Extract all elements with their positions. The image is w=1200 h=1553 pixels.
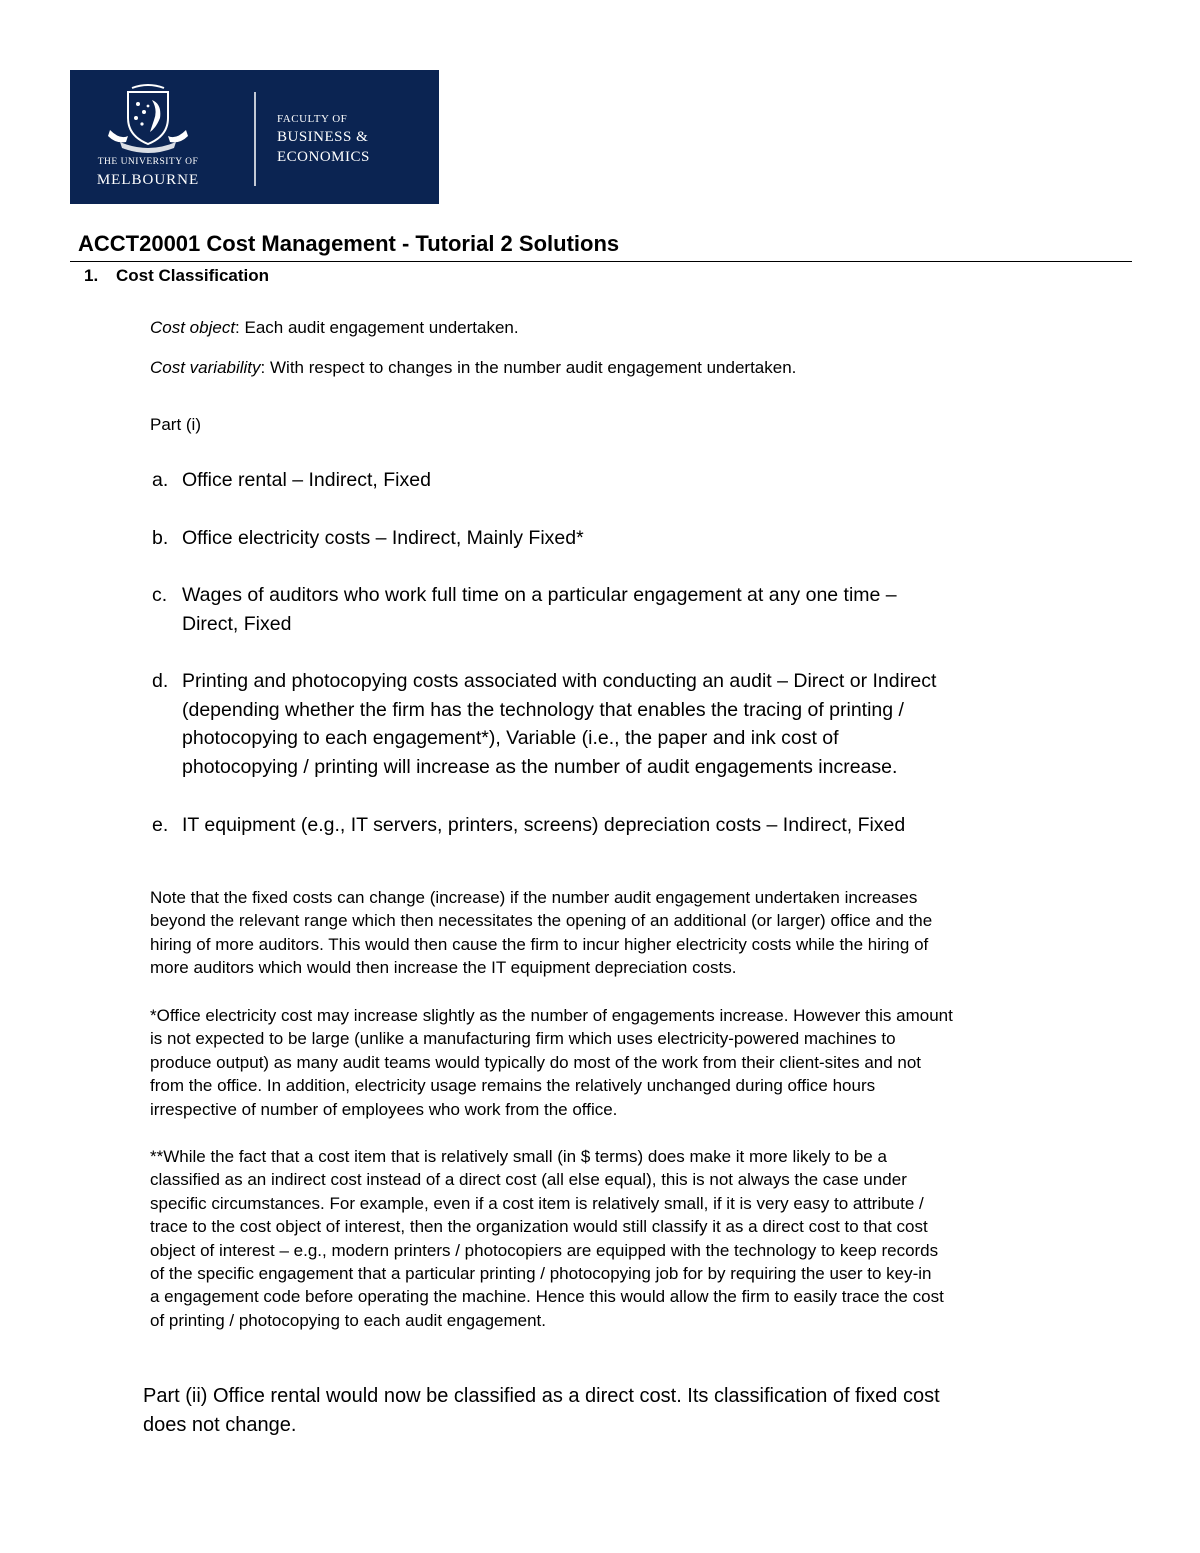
footnote-line: trace to the cost object of interest, then the organization would still classify it as a direct cost to that cost [150,1217,928,1237]
footnote-line: of printing / photocopying to each audit engagement. [150,1310,547,1330]
list-item-line: Office electricity costs – Indirect, Mainly Fixed* [182,527,584,549]
cost-variability-label: Cost variability [150,358,261,377]
document-title: ACCT20001 Cost Management - Tutorial 2 Solutions [78,231,620,256]
list-item-line: Direct, Fixed [182,612,292,635]
note-line: hiring of more auditors. This would then cause the firm to incur higher electricity costs while the hiring of [150,934,929,954]
footnote-line: irrespective of number of employees who work from the office. [150,1099,618,1119]
list-item-letter: d. [152,670,169,692]
university-logo [70,70,439,204]
list-item-text [182,667,936,781]
footnote-line: classified as an indirect cost instead of a direct cost (all else equal), this is not always the case under [150,1170,907,1190]
list-item-line: Printing and photocopying costs associated with conducting an audit – Direct or Indirect [182,670,937,692]
cost-variability-line [150,358,796,378]
part-i-label: Part (i) [150,415,201,434]
list-item-text [182,524,584,553]
logo-graphic [70,70,439,204]
list-item-line: (depending whether the firm has the technology that enables the tracing of printing / [182,698,904,721]
section-heading [84,266,269,286]
list-item-text [182,581,897,638]
list-item-text [182,466,431,495]
list-item-line: photocopying to each engagement*), Variable (i.e., the paper and ink cost of [182,727,839,749]
title-underline [70,261,1132,262]
note-line: beyond the relevant range which then necessitates the opening of an additional (or larger) office and the [150,911,933,931]
note-paragraph [150,886,1140,980]
faculty-line1: FACULTY OF [277,113,348,125]
list-item-letter: c. [152,584,168,606]
part-ii-line: does not change. [143,1413,297,1436]
footnote-line: is not expected to be large (unlike a manufacturing firm which uses electricity-powered machines to [150,1029,896,1049]
faculty-line2: BUSINESS & [277,129,369,145]
part-ii-line: Part (ii) Office rental would now be classified as a direct cost. Its classification of fixed cost [143,1385,940,1407]
university-name-line1: THE UNIVERSITY OF [97,157,199,167]
footnote-line: a engagement code before operating the machine. Hence this would allow the firm to easily trace the cost [150,1287,944,1307]
list-item-line: Wages of auditors who work full time on a particular engagement at any one time – [182,584,897,606]
section-heading-text: Cost Classification [116,266,270,285]
cost-variability-text: : With respect to changes in the number audit engagement undertaken. [260,358,797,377]
university-name-line2: MELBOURNE [96,172,200,188]
footnote-line: from the office. In addition, electricity usage remains the relatively unchanged during office hours [150,1076,876,1096]
cost-object-line [150,318,519,338]
footnote-printing [150,1145,1140,1332]
note-line: more auditors which would then increase the IT equipment depreciation costs. [150,958,737,978]
list-item-line: IT equipment (e.g., IT servers, printers, screens) depreciation costs – Indirect, Fixed [182,814,906,836]
part-ii-paragraph [143,1382,940,1439]
section-number: 1. [84,266,99,285]
footnote-line: *Office electricity cost may increase slightly as the number of engagements increase. However this amount [150,1006,953,1025]
list-item-line: photocopying / printing will increase as the number of audit engagements increase. [182,755,898,778]
crest-icon [108,85,188,153]
footnote-line: specific circumstances. For example, even if a cost item is relatively small, if it is very easy to attribute / [150,1193,924,1213]
footnote-line: **While the fact that a cost item that is relatively small (in $ terms) does make it more likely to be a [150,1147,887,1166]
faculty-line3: ECONOMICS [277,149,370,165]
list-item-text [182,811,905,840]
footnote-line: of the specific engagement that a particular printing / photocopying job for by requiring the user to key-in [150,1264,932,1284]
list-item-letter: b. [152,527,169,549]
cost-object-label: Cost object [150,318,236,337]
list-item-letter: e. [152,814,169,836]
footnote-line: produce output) as many audit teams would typically do most of the work from their client-sites and not [150,1052,922,1072]
list-item-letter: a. [152,469,169,491]
footnote-line: object of interest – e.g., modern printers / photocopiers are equipped with the technology to keep records [150,1240,939,1260]
list-item-line: Office rental – Indirect, Fixed [182,469,431,491]
footnote-electricity [150,1004,1140,1121]
note-line: Note that the fixed costs can change (increase) if the number audit engagement undertaken increases [150,888,918,907]
cost-object-text: : Each audit engagement undertaken. [235,318,519,337]
